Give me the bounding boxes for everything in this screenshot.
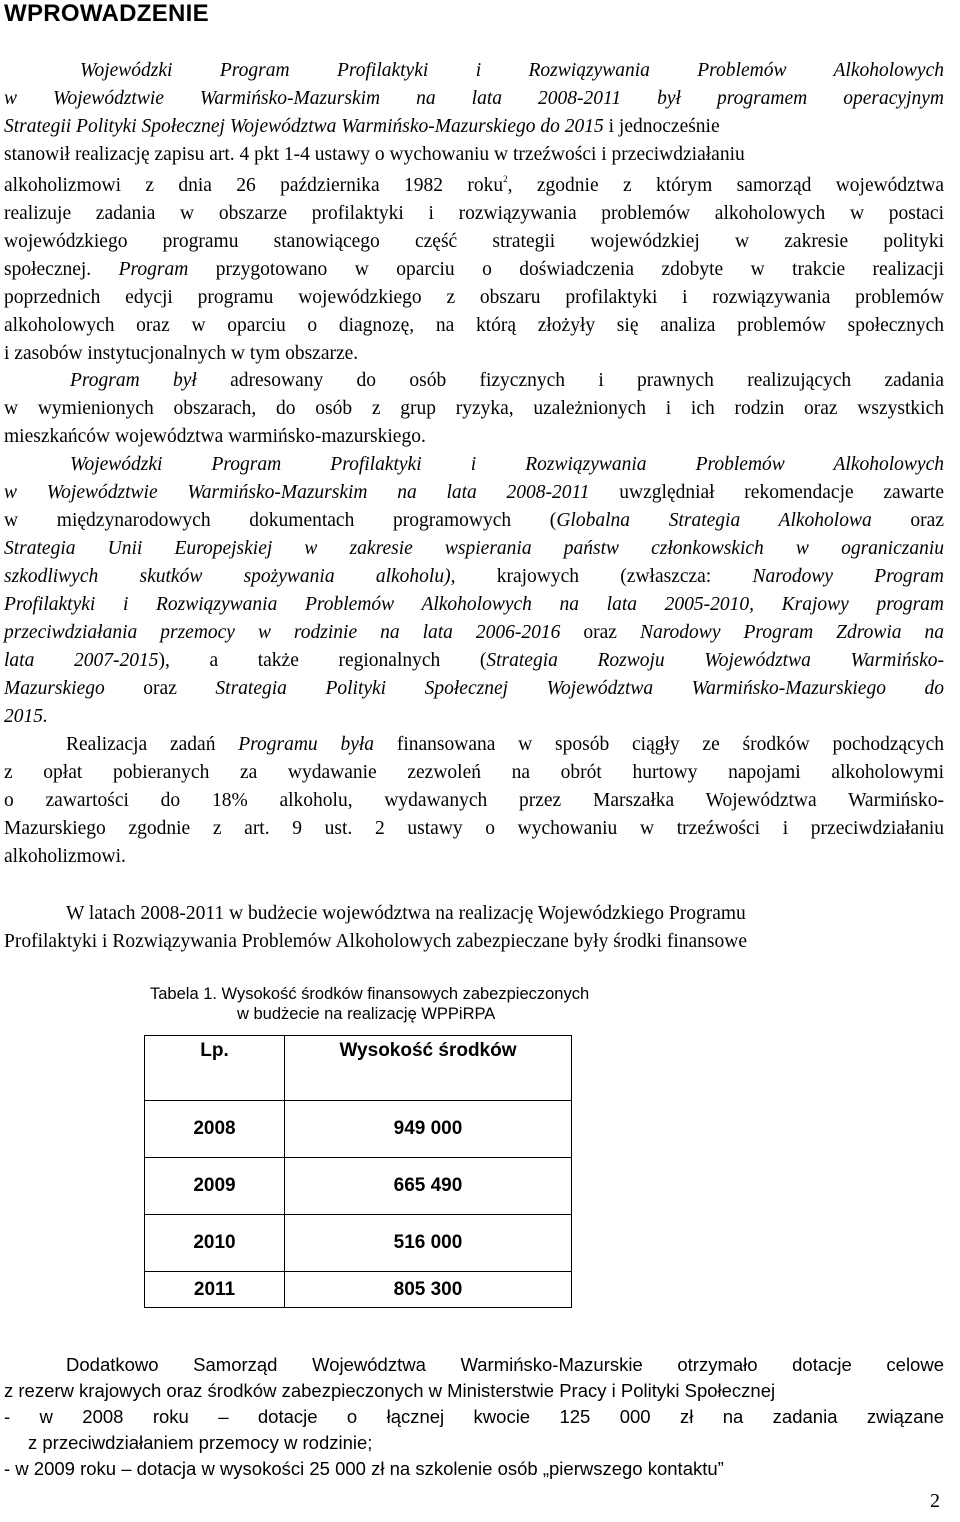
text-line: W latach 2008-2011 w budżecie województwa na realizację Wojewódzkiego Programu [66,903,746,924]
text-span: społecznej. [4,259,119,280]
text-span: w międzynarodowych dokumentach programowych ( [4,510,557,531]
header-cell-amount: Wysokość środków [284,1036,571,1101]
text-line [4,172,944,200]
table-row [145,1158,572,1215]
text-line: realizuje zadania w obszarze profilaktyki i rozwiązywania problemów alkoholowych w postaci [4,203,944,224]
text-span: w Województwie Warmińsko-Mazurskim na lata 2008-2011 był programem operacyjnym [4,88,944,109]
year-cell: 2008 [145,1101,285,1158]
year-cell: 2009 [145,1158,285,1215]
text-span: Strategia Polityki Społecznej Województwa Warmińsko-Mazurskiego do [215,678,944,699]
header-cell-lp: Lp. [145,1036,285,1101]
text-span: ), a także regionalnych ( [158,650,487,671]
text-span: lata 2007-2015 [4,650,159,671]
text-span: adresowany do osób fizycznych i prawnych realizujących zadania [196,370,944,391]
text-line: Wojewódzki Program Profilaktyki i Rozwiązywania Problemów Alkoholowych [80,60,944,81]
text-line [4,367,944,395]
text-line [4,507,944,535]
text-span: oraz [104,678,216,699]
text-span: przeciwdziałania przemocy w rodzinie na lata 2006-2016 [4,622,561,643]
text-line [4,113,944,141]
bullet-item-1-continued: z przeciwdziałaniem przemocy w rodzinie; [28,1432,373,1453]
bullet-item-2: - w 2009 roku – dotacja w wysokości 25 000 zł na szkolenie osób „pierwszego kontaktu” [4,1458,724,1479]
text-line: Strategia Unii Europejskiej w zakresie wspierania państw członkowskich w ograniczaniu [4,538,944,559]
text-span: Programu była [238,734,375,755]
text-line: Profilaktyki i Rozwiązywania Problemów Alkoholowych na lata 2005-2010, Krajowy program [4,594,944,615]
text-span: Program był [70,370,197,391]
text-span: i jednocześnie [603,116,720,137]
text-span: Narodowy Program Zdrowia na [639,622,944,643]
year-cell: 2011 [145,1272,285,1308]
text-line [4,619,944,647]
text-line: z opłat pobieranych za wydawanie zezwoleń na obrót hurtowy napojami alkoholowymi [4,762,944,783]
text-span: Program [118,259,189,280]
text-span: uwzględniał rekomendacje zawarte [589,482,944,503]
text-span: szkodliwych skutków spożywania alkoholu), [4,566,456,587]
text-line [4,647,944,675]
bullet-item-1: - w 2008 roku – dotacje o łącznej kwocie 125 000 zł na zadania związane [4,1406,944,1427]
text-span: przygotowano w oparciu o doświadczenia zdobyte w trakcie realizacji [188,259,944,280]
text-line [4,85,944,113]
text-line: Wojewódzki Program Profilaktyki i Rozwiązywania Problemów Alkoholowych [70,454,944,475]
text-line: 2015. [4,706,48,727]
table-row [145,1101,572,1158]
table-row [145,1215,572,1272]
page-number: 2 [930,1490,940,1512]
text-line: w wymienionych obszarach, do osób z grup ryzyka, uzależnionych i ich rodzin oraz wszystkich [4,398,944,419]
text-span: Globalna Strategia Alkoholowa [556,510,872,531]
table-row [145,1272,572,1308]
text-span: Mazurskiego [4,678,105,699]
text-span: oraz [560,622,640,643]
text-line: i zasobów instytucjonalnych w tym obszarze. [4,343,359,364]
text-line: Dodatkowo Samorząd Województwa Warmińsko-Mazurskie otrzymało dotacje celowe [66,1354,944,1375]
text-span: finansowana w sposób ciągły ze środków pochodzących [374,734,945,755]
table-header-row [145,1036,572,1101]
funds-table [144,1035,572,1308]
text-line: wojewódzkiego programu stanowiącego część strategii wojewódzkiej w zakresie polityki [4,231,944,252]
year-cell: 2010 [145,1215,285,1272]
amount-cell: 665 490 [284,1158,571,1215]
text-span: , zgodnie z którym samorząd województwa [507,175,944,196]
text-line: alkoholizmowi. [4,846,126,867]
text-line: mieszkańców województwa warmińsko-mazurskiego. [4,426,426,447]
text-line [4,675,944,703]
text-line: Mazurskiego zgodnie z art. 9 ust. 2 ustawy o wychowaniu w trzeźwości i przeciwdziałaniu [4,818,944,839]
text-span: Realizacja zadań [66,734,239,755]
text-line [4,479,944,507]
text-span: Narodowy Program [752,566,944,587]
text-span: w Województwie Warmińsko-Mazurskim na lata 2008-2011 [4,482,590,503]
text-line [4,256,944,284]
text-span: alkoholizmowi z dnia 26 października 1982 roku [4,175,504,196]
text-line: alkoholowych oraz w oparciu o diagnozę, na którą złożyły się analiza problemów społecznych [4,315,944,336]
section-heading: WPROWADZENIE [4,0,209,27]
text-line: z rezerw krajowych oraz środków zabezpieczonych w Ministerstwie Pracy i Polityki Społecznej [4,1380,776,1401]
footnote-ref[interactable]: 2 [503,174,508,184]
table-caption: Tabela 1. Wysokość środków finansowych zabezpieczonych [150,985,590,1003]
amount-cell: 949 000 [284,1101,571,1158]
text-span: Strategia Rozwoju Województwa Warmińsko- [486,650,944,671]
text-span: Strategii Polityki Społecznej Województwa Warmińsko-Mazurskiego do 2015 [4,116,604,137]
table-caption-line-2: w budżecie na realizację WPPiRPA [237,1005,496,1023]
text-line [4,563,944,591]
text-span: krajowych (zwłaszcza: [455,566,753,587]
text-line: stanowił realizację zapisu art. 4 pkt 1-4 ustawy o wychowaniu w trzeźwości i przeciwdziałaniu [4,144,745,165]
text-line: Profilaktyki i Rozwiązywania Problemów Alkoholowych zabezpieczane były środki finansowe [4,931,747,952]
text-line: poprzednich edycji programu wojewódzkiego z obszaru profilaktyki i rozwiązywania problemów [4,287,944,308]
amount-cell: 805 300 [284,1272,571,1308]
text-span: oraz [871,510,944,531]
text-line [4,731,944,759]
text-line: o zawartości do 18% alkoholu, wydawanych przez Marszałka Województwa Warmińsko- [4,790,944,811]
amount-cell: 516 000 [284,1215,571,1272]
